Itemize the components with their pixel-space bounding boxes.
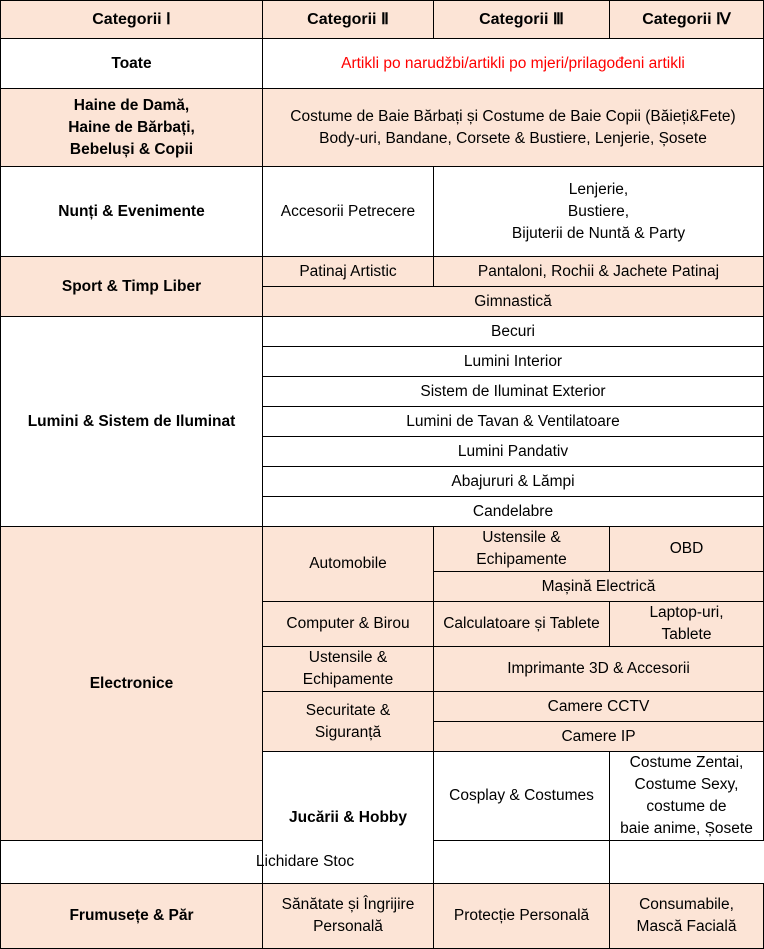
custom-items-note: Artikli po narudžbi/artikli po mjeri/prilagođeni artikli bbox=[263, 39, 764, 89]
header-category-4: Categorii Ⅳ bbox=[610, 1, 764, 39]
subcategory-camere-cctv[interactable]: Camere CCTV bbox=[434, 692, 764, 722]
subcategory-iluminat-exterior[interactable]: Sistem de Iluminat Exterior bbox=[263, 377, 764, 407]
header-row bbox=[1, 1, 764, 39]
subcategory-masina-electrica[interactable]: Mașină Electrică bbox=[434, 572, 764, 602]
row-lumini-1 bbox=[1, 317, 764, 347]
row-frumusete bbox=[1, 884, 764, 949]
row-jucarii-2 bbox=[1, 841, 764, 884]
subcategory-gimnastica[interactable]: Gimnastică bbox=[263, 287, 764, 317]
category-haine[interactable]: Haine de Damă, Haine de Bărbați, Bebeluși & Copii bbox=[1, 89, 263, 167]
category-electronice[interactable]: Electronice bbox=[1, 527, 263, 841]
category-frumusete[interactable]: Frumusețe & Păr bbox=[1, 884, 263, 949]
row-nunti bbox=[1, 167, 764, 257]
category-sport[interactable]: Sport & Timp Liber bbox=[1, 257, 263, 317]
subcategory-abajururi-lampi[interactable]: Abajururi & Lămpi bbox=[263, 467, 764, 497]
row-haine bbox=[1, 89, 764, 167]
subcategory-pantaloni-rochii-jachete[interactable]: Pantaloni, Rochii & Jachete Patinaj bbox=[434, 257, 764, 287]
subcategory-costume-zentai[interactable]: Costume Zentai, Costume Sexy, costume de baie anime, Șosete bbox=[610, 752, 764, 841]
subcategory-securitate[interactable]: Securitate & Siguranță bbox=[263, 692, 434, 752]
subcategory-calculatoare-tablete[interactable]: Calculatoare și Tablete bbox=[434, 602, 610, 647]
header-category-3: Categorii Ⅲ bbox=[434, 1, 610, 39]
subcategory-sanatate-ingrijire[interactable]: Sănătate și Îngrijire Personală bbox=[263, 884, 434, 949]
subcategory-protectie-personala[interactable]: Protecție Personală bbox=[434, 884, 610, 949]
subcategory-obd[interactable]: OBD bbox=[610, 527, 764, 572]
subcategory-lenjerie-bustiere-bijuterii[interactable]: Lenjerie, Bustiere, Bijuterii de Nuntă & Party bbox=[434, 167, 764, 257]
subcategory-auto-ustensile[interactable]: Ustensile & Echipamente bbox=[434, 527, 610, 572]
subcategory-patinaj[interactable]: Patinaj Artistic bbox=[263, 257, 434, 287]
subcategory-computer-birou[interactable]: Computer & Birou bbox=[263, 602, 434, 647]
subcategory-camere-ip[interactable]: Camere IP bbox=[434, 722, 764, 752]
category-toate[interactable]: Toate bbox=[1, 39, 263, 89]
row-toate bbox=[1, 39, 764, 89]
row-sport-1 bbox=[1, 257, 764, 287]
subcategory-lichidare-stoc[interactable]: Lichidare Stoc bbox=[1, 841, 610, 884]
category-lumini[interactable]: Lumini & Sistem de Iluminat bbox=[1, 317, 263, 527]
subcategory-imprimante-3d[interactable]: Imprimante 3D & Accesorii bbox=[434, 647, 764, 692]
subcategory-tavan-ventilatoare[interactable]: Lumini de Tavan & Ventilatoare bbox=[263, 407, 764, 437]
category-nunti[interactable]: Nunți & Evenimente bbox=[1, 167, 263, 257]
header-category-1: Categorii Ⅰ bbox=[1, 1, 263, 39]
haine-subcategories[interactable]: Costume de Baie Bărbați și Costume de Baie Copii (Băieți&Fete) Body-uri, Bandane, Corsete & Bustiere, Lenjerie, Șosete bbox=[263, 89, 764, 167]
subcategory-becuri[interactable]: Becuri bbox=[263, 317, 764, 347]
subcategory-ustensile-echipamente[interactable]: Ustensile & Echipamente bbox=[263, 647, 434, 692]
subcategory-accesorii-petrecere[interactable]: Accesorii Petrecere bbox=[263, 167, 434, 257]
subcategory-laptopuri-tablete[interactable]: Laptop-uri, Tablete bbox=[610, 602, 764, 647]
subcategory-lumini-pandativ[interactable]: Lumini Pandativ bbox=[263, 437, 764, 467]
subcategory-automobile[interactable]: Automobile bbox=[263, 527, 434, 602]
header-category-2: Categorii Ⅱ bbox=[263, 1, 434, 39]
row-electronice-1 bbox=[1, 527, 764, 572]
subcategory-consumabile-masca[interactable]: Consumabile, Mască Facială bbox=[610, 884, 764, 949]
subcategory-cosplay[interactable]: Cosplay & Costumes bbox=[434, 752, 610, 841]
category-jucarii[interactable]: Jucării & Hobby bbox=[263, 752, 434, 884]
subcategory-candelabre[interactable]: Candelabre bbox=[263, 497, 764, 527]
subcategory-lumini-interior[interactable]: Lumini Interior bbox=[263, 347, 764, 377]
